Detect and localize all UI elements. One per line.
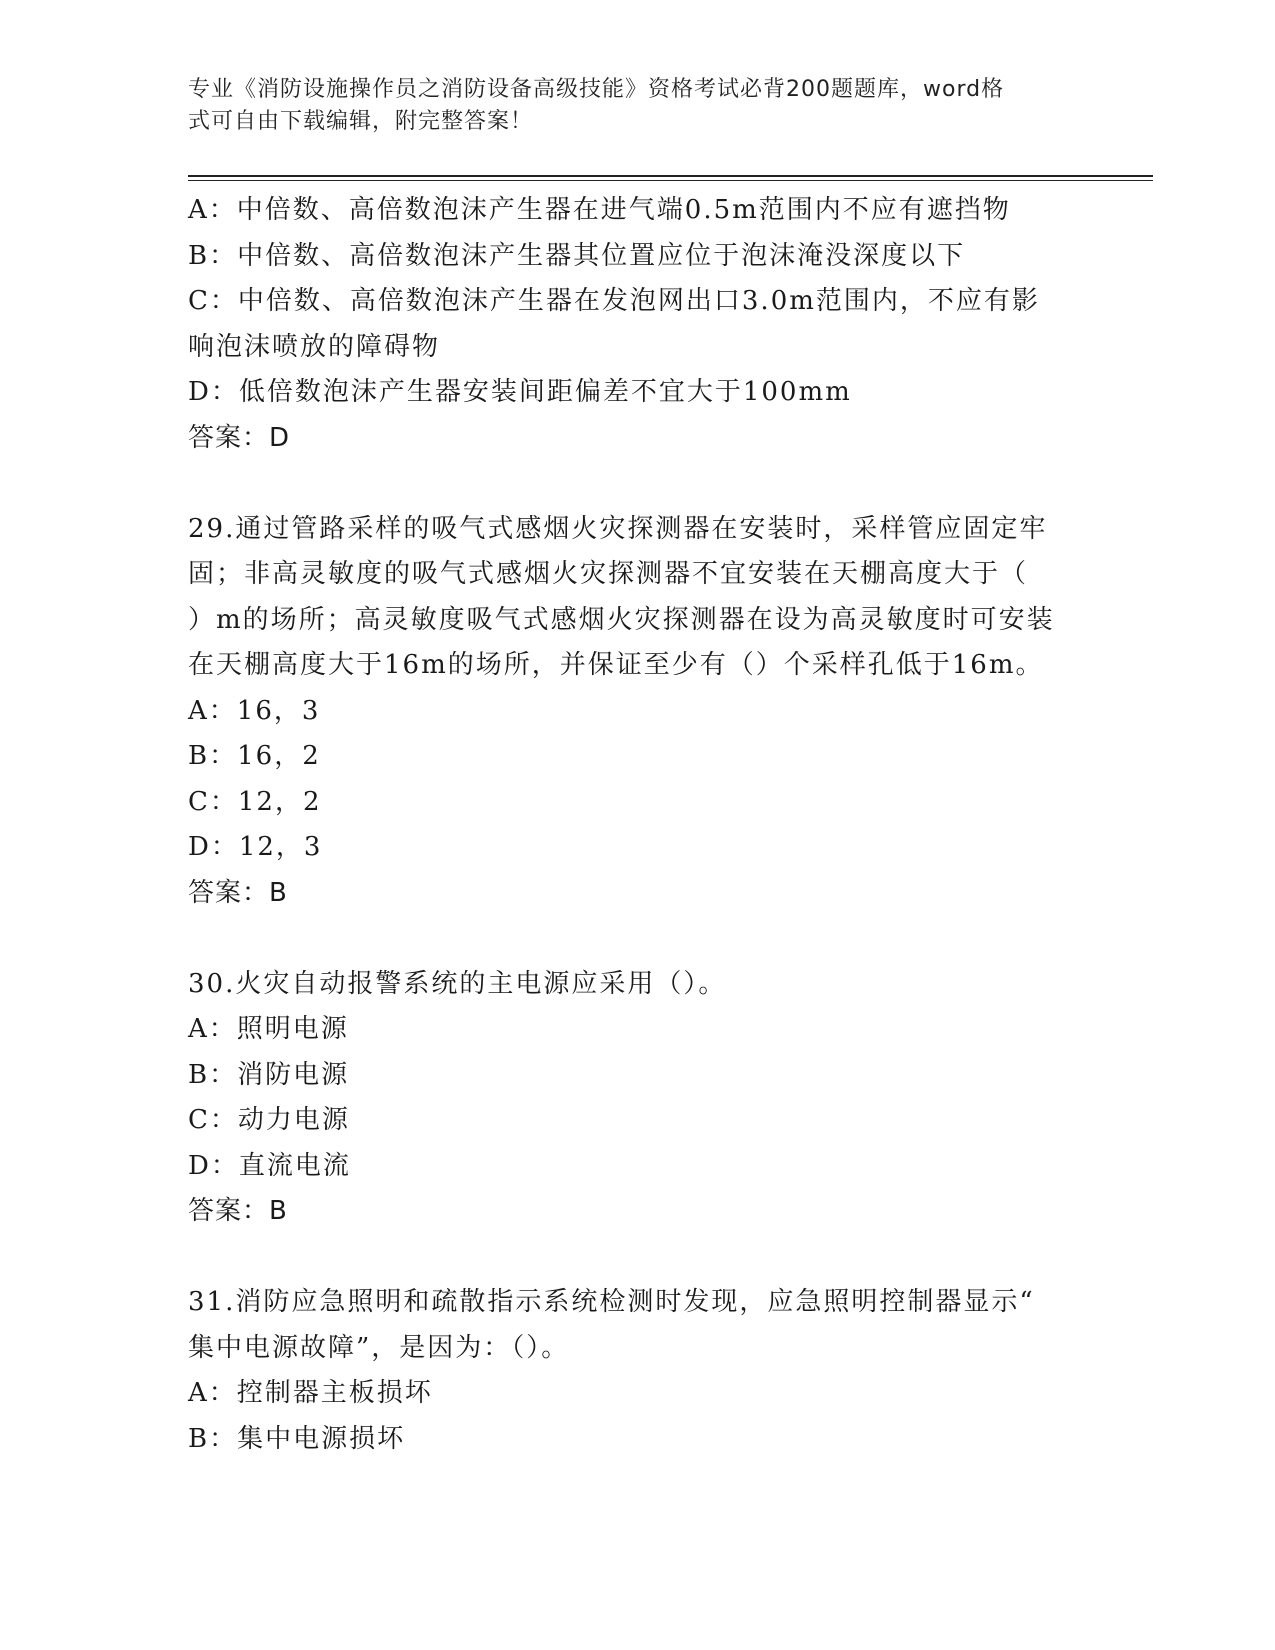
q28-option-c-line-2: 响泡沫喷放的障碍物 bbox=[188, 331, 441, 362]
header-divider-thick bbox=[188, 175, 1153, 177]
question-28-block bbox=[188, 188, 1088, 461]
question-31-block bbox=[188, 1280, 1088, 1462]
spacer bbox=[188, 461, 1088, 507]
q29-option-b: B：16，2 bbox=[188, 741, 321, 771]
q30-option-c: C：动力电源 bbox=[188, 1105, 350, 1135]
q29-option-a: A：16，3 bbox=[188, 695, 321, 726]
q29-text-line-4: 在天棚高度大于16m的场所，并保证至少有（）个采样孔低于16m。 bbox=[188, 650, 1044, 680]
q30-option-a: A：照明电源 bbox=[188, 1014, 349, 1044]
q31-text-line-2: 集中电源故障”，是因为：（）。 bbox=[188, 1332, 570, 1363]
q28-option-b: B：中倍数、高倍数泡沫产生器其位置应位于泡沫淹没深度以下 bbox=[188, 240, 966, 271]
header-line-2: 式可自由下载编辑，附完整答案！ bbox=[188, 109, 534, 134]
q28-option-a: A：中倍数、高倍数泡沫产生器在进气端0.5m范围内不应有遮挡物 bbox=[188, 195, 1011, 225]
spacer bbox=[188, 916, 1088, 962]
q30-option-d: D：直流电流 bbox=[188, 1150, 351, 1181]
q28-answer: 答案：D bbox=[188, 422, 291, 453]
q28-option-c-line-1: C：中倍数、高倍数泡沫产生器在发泡网出口3.0m范围内，不应有影 bbox=[188, 286, 1040, 316]
question-30-block bbox=[188, 962, 1088, 1235]
q30-option-b: B：消防电源 bbox=[188, 1059, 350, 1090]
q30-text-line-1: 30.火灾自动报警系统的主电源应采用（）。 bbox=[188, 968, 727, 999]
spacer bbox=[188, 1235, 1088, 1281]
q29-text-line-3: ）m的场所；高灵敏度吸气式感烟火灾探测器在设为高灵敏度时可安装 bbox=[188, 604, 1055, 635]
header-line-1: 专业《消防设施操作员之消防设备高级技能》资格考试必背200题题库，word格 bbox=[188, 77, 1005, 102]
q29-text-line-2: 固；非高灵敏度的吸气式感烟火灾探测器不宜安装在天棚高度大于（ bbox=[188, 559, 1029, 589]
q31-option-a: A：控制器主板损坏 bbox=[188, 1378, 433, 1408]
q29-text-line-1: 29.通过管路采样的吸气式感烟火灾探测器在安装时，采样管应固定牢 bbox=[188, 513, 1048, 544]
q30-answer: 答案：B bbox=[188, 1196, 288, 1226]
q29-option-d: D：12，3 bbox=[188, 832, 323, 862]
q29-option-c: C：12，2 bbox=[188, 786, 322, 817]
q29-answer: 答案：B bbox=[188, 877, 288, 908]
q31-option-b: B：集中电源损坏 bbox=[188, 1423, 406, 1454]
q31-text-line-1: 31.消防应急照明和疏散指示系统检测时发现，应急照明控制器显示“ bbox=[188, 1287, 1035, 1317]
question-29-block bbox=[188, 507, 1088, 917]
document-header bbox=[188, 74, 1088, 138]
header-divider-thin bbox=[188, 180, 1153, 181]
q28-option-d: D：低倍数泡沫产生器安装间距偏差不宜大于100mm bbox=[188, 377, 852, 407]
question-content bbox=[188, 188, 1088, 1462]
